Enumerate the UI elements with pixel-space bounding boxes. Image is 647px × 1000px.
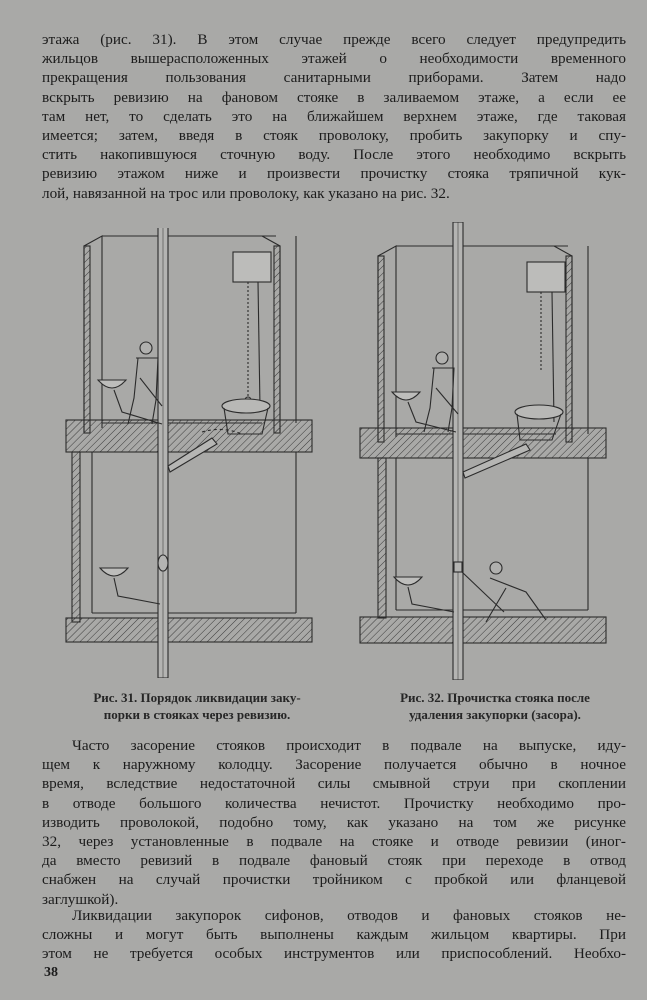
text-line: Ликвидации закупорок сифонов, отводов и фановых стояков не-: [72, 907, 626, 924]
text-line: заглушкой).: [42, 890, 119, 908]
text-line: время, вследствие недостаточной силы смывной струи при скоплении: [42, 775, 626, 793]
text-line: прекращения пользования санитарными приборами. Затем надо: [42, 69, 626, 87]
text-line: в отводе большого количества нечистот. Прочистку необходимо про-: [42, 794, 626, 812]
figure-31-caption: [62, 690, 332, 723]
figure-31-illustration: [62, 228, 324, 678]
paragraph-3: [42, 906, 626, 964]
text-line: сложны и могут быть выполнены каждым жильцом квартиры. При: [42, 926, 626, 944]
text-line: стить накопившуюся сточную воду. После этого необходимо вскрыть: [42, 146, 626, 164]
text-line: жильцов вышерасположенных этажей о необходимости временного: [42, 50, 626, 68]
caption-line: Рис. 32. Прочистка стояка после: [400, 690, 590, 705]
text-line: там нет, то сделать это на ближайшем верхнем этаже, где таковая: [42, 107, 626, 125]
caption-line: удаления закупорки (засора).: [409, 706, 581, 722]
page-number: 38: [44, 965, 58, 980]
text-line: этом не требуется особых инструментов или приспособлений. Необхо-: [42, 945, 626, 963]
text-line: имеется; затем, введя в стояк проволоку, пробить закупорку и спу-: [42, 127, 626, 145]
text-line: лой, навязанной на трос или проволоку, как указано на рис. 32.: [42, 184, 450, 202]
paragraph-2: [42, 736, 626, 909]
text-line: изводить проволокой, подобно тому, как указано на том же рисунке: [42, 813, 626, 831]
text-line: вскрыть ревизию на фановом стояке в заливаемом этаже, а если ее: [42, 88, 626, 106]
text-line: снабжен на случай прочистки тройником с пробкой или фланцевой: [42, 871, 626, 889]
figure-32-illustration: [356, 222, 614, 680]
figure-32-caption: [370, 690, 620, 723]
caption-line: порки в стояках через ревизию.: [103, 706, 291, 722]
paragraph-1: [42, 30, 626, 203]
text-line: этажа (рис. 31). В этом случае прежде всего следует предупредить: [42, 31, 626, 48]
caption-line: Рис. 31. Порядок ликвидации заку-: [93, 690, 301, 705]
text-line: да вместо ревизий в подвале фановый стояк при переходе в отвод: [42, 852, 626, 870]
text-line: ревизию этажом ниже и произвести прочистку стояка тряпичной кук-: [42, 165, 626, 183]
text-line: Часто засорение стояков происходит в подвале на выпуске, иду-: [72, 737, 626, 754]
text-line: 32, через установленные в подвале на стояке и отводе ревизии (иног-: [42, 833, 626, 851]
text-line: щем к наружному колодцу. Засорение получается обычно в ночное: [42, 756, 626, 774]
